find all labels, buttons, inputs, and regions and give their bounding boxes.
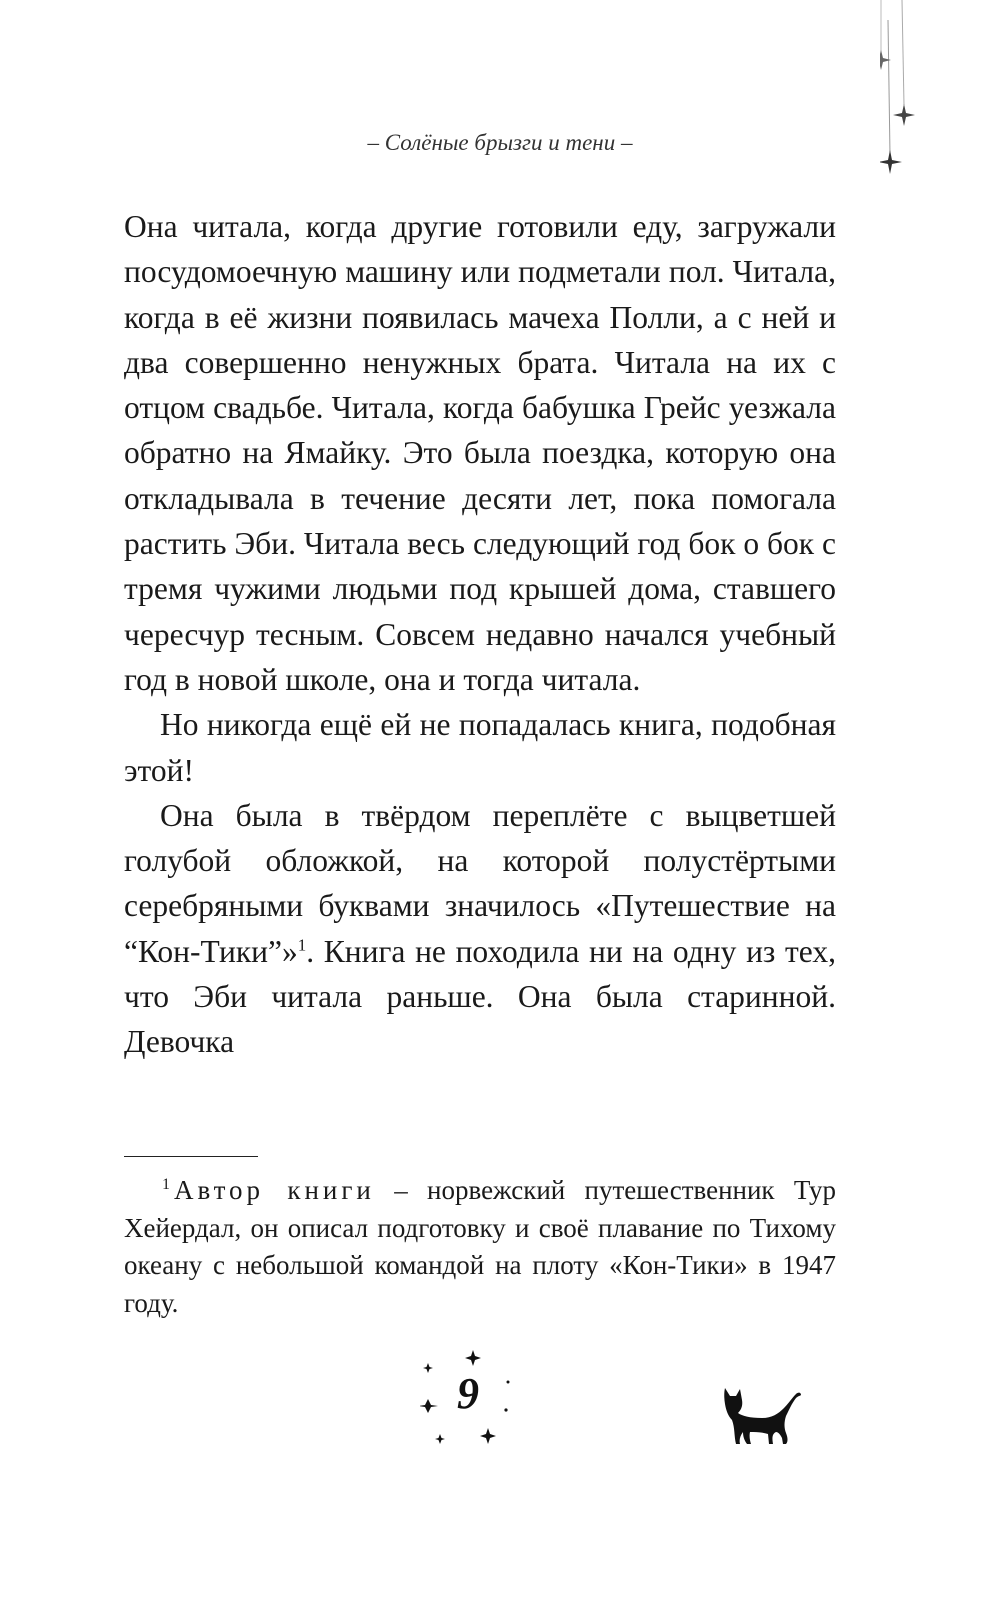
paragraph-3-after: . Книга не походила ни на одну из тех, что Эби читала раньше. Она была старинной. Девочка (124, 933, 836, 1060)
main-text (124, 204, 836, 1065)
paragraph-2: Но никогда ещё ей не попадалась книга, подобная этой! (124, 707, 836, 788)
falling-stars-icon (880, 0, 960, 200)
paragraph-3-before: Она была в твёрдом переплёте с выцветшей голубой обложкой, на которой полустёртыми серебряными буквами значилось «Путешествие на “Кон-Тики”» (124, 797, 836, 969)
footnote-lead: Автор книги (174, 1175, 375, 1205)
paragraph-3 (124, 793, 836, 1065)
page-number-block (420, 1350, 516, 1458)
footnote-number: 1 (162, 1176, 170, 1193)
footnote-text: – норвежский путешественник Тур Хейердал, он описал подготовку и своё плавание по Тихому океану с небольшой командой на плоту «Кон-Тики» в 1947 году. (124, 1175, 837, 1318)
running-head: – Солёные брызги и тени – (367, 130, 633, 155)
paragraph-1: Она читала, когда другие готовили еду, загружали посудомоечную машину или подметали пол. Читала, когда в её жизни появилась мачеха Полли, а с ней и два совершенно ненужных брата. Читала на их с отцом свадьбе. Читала, когда бабушка Грейс уезжала обратно на Ямайку. Это была поездка, которую она откладывала в течение десяти лет, пока помогала растить Эби. Читала весь следующий год бок о бок с тремя чужими людьми под крышей дома, ставшего чересчур тесным. Совсем недавно начался учебный год в новой школе, она и тогда читала. (124, 209, 836, 697)
footnote-reference[interactable]: 1 (297, 935, 307, 955)
cat-icon (722, 1386, 802, 1446)
page-number: 9 (457, 1369, 479, 1418)
footnote-divider (124, 1156, 258, 1157)
footnote (124, 1172, 836, 1322)
